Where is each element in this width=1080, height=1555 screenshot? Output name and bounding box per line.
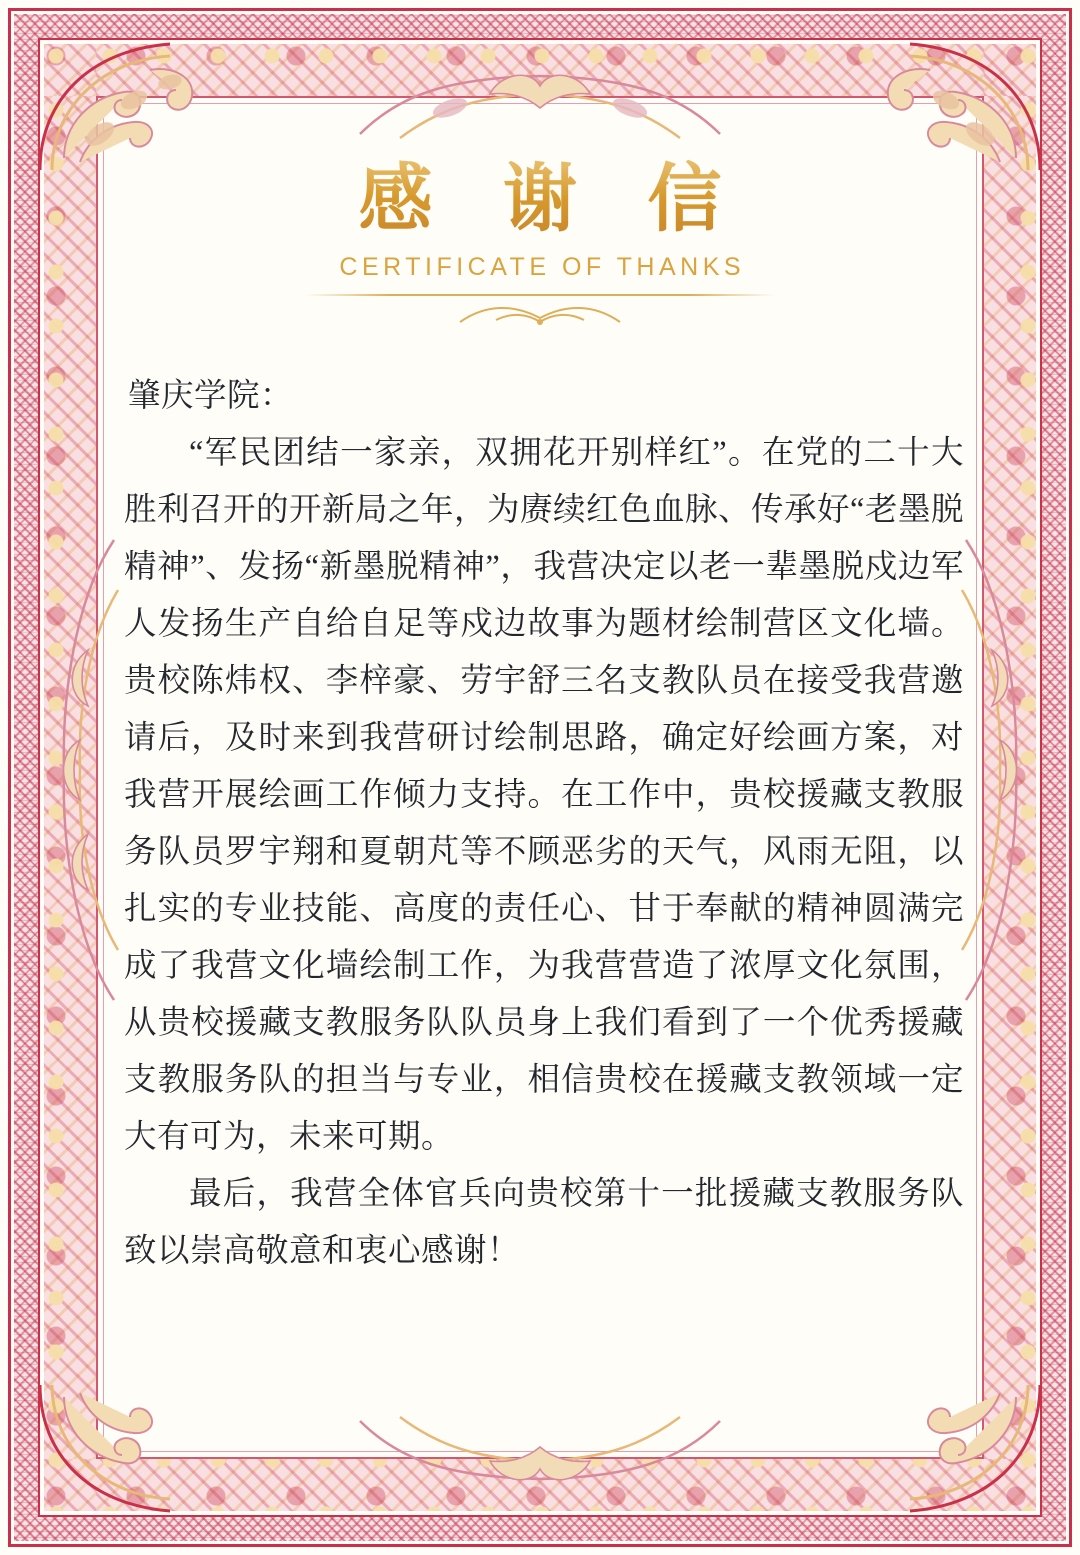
title-ornament-icon (440, 300, 640, 334)
letter-body (110, 368, 970, 1280)
letter-paragraph-1: “军民团结一家亲，双拥花开别样红”。在党的二十大胜利召开的开新局之年，为赓续红色血脉、传承好“老墨脱精神”、发扬“新墨脱精神”，我营决定以老一辈墨脱戍边军人发扬生产自给自足等戍边故事为题材绘制营区文化墙。贵校陈炜权、李梓豪、劳宇舒三名支教队员在接受我营邀请后，及时来到我营研讨绘制思路，确定好绘画方案，对我营开展绘画工作倾力支持。在工作中，贵校援藏支教服务队员罗宇翔和夏朝芃等不顾恶劣的天气，风雨无阻，以扎实的专业技能、高度的责任心、甘于奉献的精神圆满完成了我营文化墙绘制工作，为我营营造了浓厚文化氛围，从贵校援藏支教服务队队员身上我们看到了一个优秀援藏支教服务队的担当与专业，相信贵校在援藏支教领域一定大有可为，未来可期。 (124, 435, 964, 1156)
title-divider (305, 294, 775, 296)
title-block (110, 120, 970, 334)
letter-paragraph-2: 最后，我营全体官兵向贵校第十一批援藏支教服务队致以崇高敬意和衷心感谢！ (124, 1176, 964, 1270)
certificate-content (110, 120, 970, 1435)
letter-salutation: 肇庆学院： (128, 378, 294, 415)
page-title: 感 谢 信 (110, 158, 970, 243)
page-subtitle-english: CERTIFICATE OF THANKS (339, 253, 746, 282)
